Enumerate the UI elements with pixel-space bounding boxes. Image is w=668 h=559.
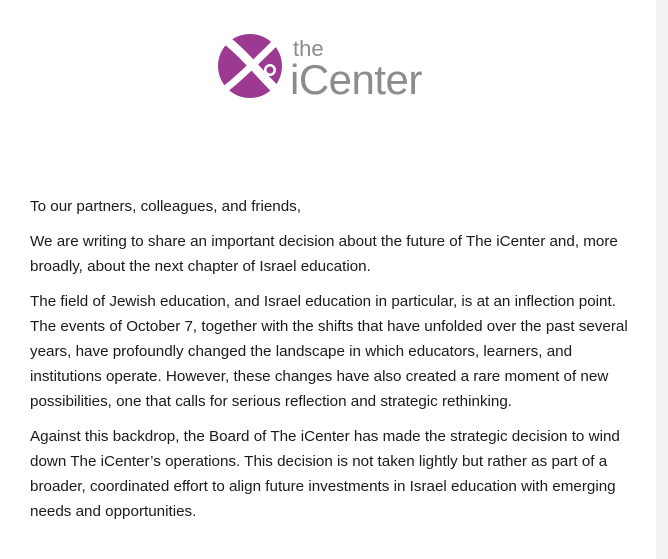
paragraph-3: Against this backdrop, the Board of The iCenter has made the strategic decision to wind down The iCenter’s operations. This decision is not taken lightly but rather as part of a broader, coordinated effort to align future investments in Israel education with emerging needs and opportunities. <box>30 428 620 520</box>
logo-small-text: the <box>293 36 324 61</box>
letter-body <box>30 194 634 534</box>
logo-large-text: iCenter <box>290 56 422 103</box>
icenter-x-mark-icon <box>218 34 282 98</box>
scrollbar-gutter <box>656 0 668 559</box>
icenter-logo <box>216 32 446 104</box>
paragraph-1: We are writing to share an important decision about the future of The iCenter and, more broadly, about the next chapter of Israel education. <box>30 233 618 275</box>
logo-graphic <box>216 32 446 104</box>
paragraph-2: The field of Jewish education, and Israel education in particular, is at an inflection point. The events of October 7, together with the shifts that have unfolded over the past several years, have profoundly changed the landscape in which educators, learners, and institutions operate. However, these changes have also created a rare moment of new possibilities, one that calls for serious reflection and strategic rethinking. <box>30 293 628 410</box>
salutation: To our partners, colleagues, and friends, <box>30 198 302 215</box>
